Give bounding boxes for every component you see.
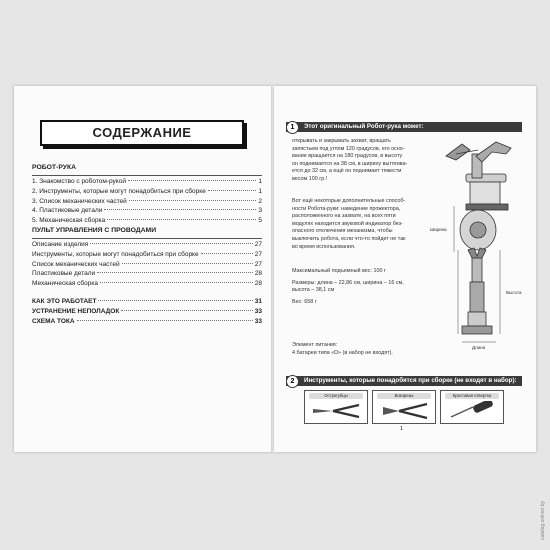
toc-entry	[32, 308, 262, 318]
toc-entry-label: СХЕМА ТОКА	[32, 317, 75, 325]
dot-leader	[90, 243, 252, 244]
toc-entry-page: 31	[254, 297, 262, 305]
toc-entry	[32, 207, 262, 217]
toc-entry-label: 5. Механическая сборка	[32, 217, 106, 225]
text-line: во время использования.	[292, 243, 356, 250]
toc-entry	[32, 261, 262, 271]
toc-entry-label: 1. Знакомство с роботом-рукой	[32, 178, 126, 185]
dot-leader	[104, 209, 256, 210]
toc-entry-label: Механическая сборка	[32, 280, 98, 288]
dot-leader	[77, 320, 253, 321]
section-title: Этот оригинальный Робот-рука может:	[304, 123, 424, 130]
toc-entry-page: 5	[258, 217, 262, 225]
section-number: 2	[286, 375, 299, 388]
dot-leader	[97, 272, 253, 273]
text-line: Элемент питания:	[292, 342, 338, 348]
toc-entry-page: 27	[254, 250, 262, 258]
dot-leader	[107, 219, 256, 220]
toc-entry-label: КАК ЭТО РАБОТАЕТ	[32, 297, 97, 305]
toc-entry-label: Инструменты, которые могут понадобиться при сборке	[32, 250, 199, 258]
divider	[32, 175, 262, 176]
text-line: расположенного на захвате, на всех пяти	[292, 213, 396, 220]
toc-entry-label: Список механических частей	[32, 260, 120, 268]
tools-list	[304, 390, 504, 424]
specifications	[292, 268, 422, 306]
toc-entry	[32, 280, 262, 290]
dot-leader	[100, 282, 253, 283]
robot-arm-illustration	[426, 134, 526, 360]
text-line: выключить робота, если что-то пойдет не так	[292, 235, 406, 242]
toc-entry	[32, 217, 262, 227]
toc-entry-label: 3. Список механических частей	[32, 197, 127, 205]
text-line: Вот ещё некоторые дополнительные способ-	[292, 198, 406, 204]
text-line: весом 100 гр.!	[292, 175, 328, 182]
power-info	[292, 342, 432, 357]
toc-list-remote	[32, 241, 262, 290]
text-line: 4 батареи типа «D» (в набор не входят).	[292, 349, 393, 356]
toc-entry	[32, 178, 262, 188]
toc-entry-label: Пластиковые детали	[32, 270, 96, 278]
toc-entry-page: 2	[258, 197, 262, 205]
toc-entry-page: 33	[254, 307, 262, 315]
section-number: 1	[286, 121, 299, 134]
text-line: ности Робота-руки: наведение прожектора,	[292, 205, 401, 212]
spec-line: Вес: 658 г	[292, 298, 317, 305]
page-title: СОДЕРЖАНИЕ	[40, 120, 244, 146]
spec-line: Максимальный подъемный вес: 100 г	[292, 268, 386, 274]
paragraph-features	[292, 198, 424, 251]
toc-entry-page: 1	[258, 178, 262, 185]
text-line: открывать и закрывать захват, вращать	[292, 138, 391, 144]
toc-section-robot-arm: РОБОТ-РУКА	[32, 164, 77, 171]
tool-cutters	[372, 390, 436, 424]
toc-entry	[32, 188, 262, 198]
dot-leader	[98, 300, 252, 301]
length-label: Длина	[472, 345, 486, 350]
toc-entry	[32, 251, 262, 261]
text-line: модулях находится звуковой индикатор без-	[292, 220, 403, 227]
toc-entry	[32, 241, 262, 251]
text-line: вание вращается на 180 градусов, в высоту	[292, 153, 403, 160]
toc-entry-page: 28	[254, 270, 262, 278]
toc-entry-page: 33	[254, 317, 262, 325]
left-page	[14, 86, 272, 452]
tool-screwdriver	[440, 390, 504, 424]
paragraph-capabilities	[292, 138, 422, 184]
screwdriver-icon	[447, 401, 497, 421]
divider	[32, 238, 262, 239]
toc-entry-label: Описание изделия	[32, 240, 89, 248]
cutters-icon	[379, 401, 429, 421]
toc-entry-page: 28	[254, 280, 262, 288]
dot-leader	[129, 200, 257, 201]
text-line: опасного отключения механизма, чтобы	[292, 228, 393, 235]
spec-line: высота – 38,1 см	[292, 287, 335, 294]
tool-label: Острогубцы	[309, 393, 363, 399]
section-header-1	[286, 122, 522, 132]
right-page	[274, 86, 536, 452]
height-label: Высота	[506, 290, 522, 295]
toc-entry-label: 2. Инструменты, которые могут понадобиться при сборке	[32, 187, 206, 195]
dot-leader	[128, 180, 256, 181]
dot-leader	[122, 263, 253, 264]
toc-entry	[32, 198, 262, 208]
watermark: catalog.onliner.by	[540, 501, 546, 540]
pliers-icon	[311, 401, 361, 421]
toc-entry	[32, 270, 262, 280]
toc-entry-label: 4. Пластиковые детали	[32, 207, 103, 215]
toc-entry-page: 1	[258, 187, 262, 195]
page-number: 1	[400, 426, 404, 432]
tool-label: Бокорезы	[377, 393, 431, 399]
toc-entry-page: 3	[258, 207, 262, 215]
toc-entry-page: 27	[254, 260, 262, 268]
toc-section-remote: ПУЛЬТ УПРАВЛЕНИЯ С ПРОВОДАМИ	[32, 226, 157, 234]
dot-leader	[208, 190, 257, 191]
spec-line: Размеры: длина – 22,86 см, ширина – 16 см,	[292, 279, 404, 286]
toc-entry	[32, 298, 262, 308]
text-line: он поднимается на 38 см, в ширину вытягива-	[292, 160, 408, 167]
table-of-contents	[32, 164, 262, 327]
toc-list-other	[32, 298, 262, 327]
toc-entry-label: УСТРАНЕНИЕ НЕПОЛАДОК	[32, 307, 120, 315]
width-label: Ширина	[430, 227, 447, 232]
tool-pliers	[304, 390, 368, 424]
toc-list-robot-arm	[32, 178, 262, 227]
dot-leader	[201, 253, 253, 254]
toc-entry-page: 27	[254, 240, 262, 248]
toc-entry	[32, 318, 262, 328]
text-line: ется до 32 см, а ещё он поднимает тяжести	[292, 168, 402, 175]
dot-leader	[121, 310, 252, 311]
text-line: запястьем под углом 120 градусов, его осно-	[292, 145, 405, 152]
tool-label: Крестовая отвертка	[445, 393, 499, 399]
section-title: Инструменты, которые понадобятся при сборке (не входят в набор):	[304, 377, 517, 384]
section-header-2	[286, 376, 522, 386]
